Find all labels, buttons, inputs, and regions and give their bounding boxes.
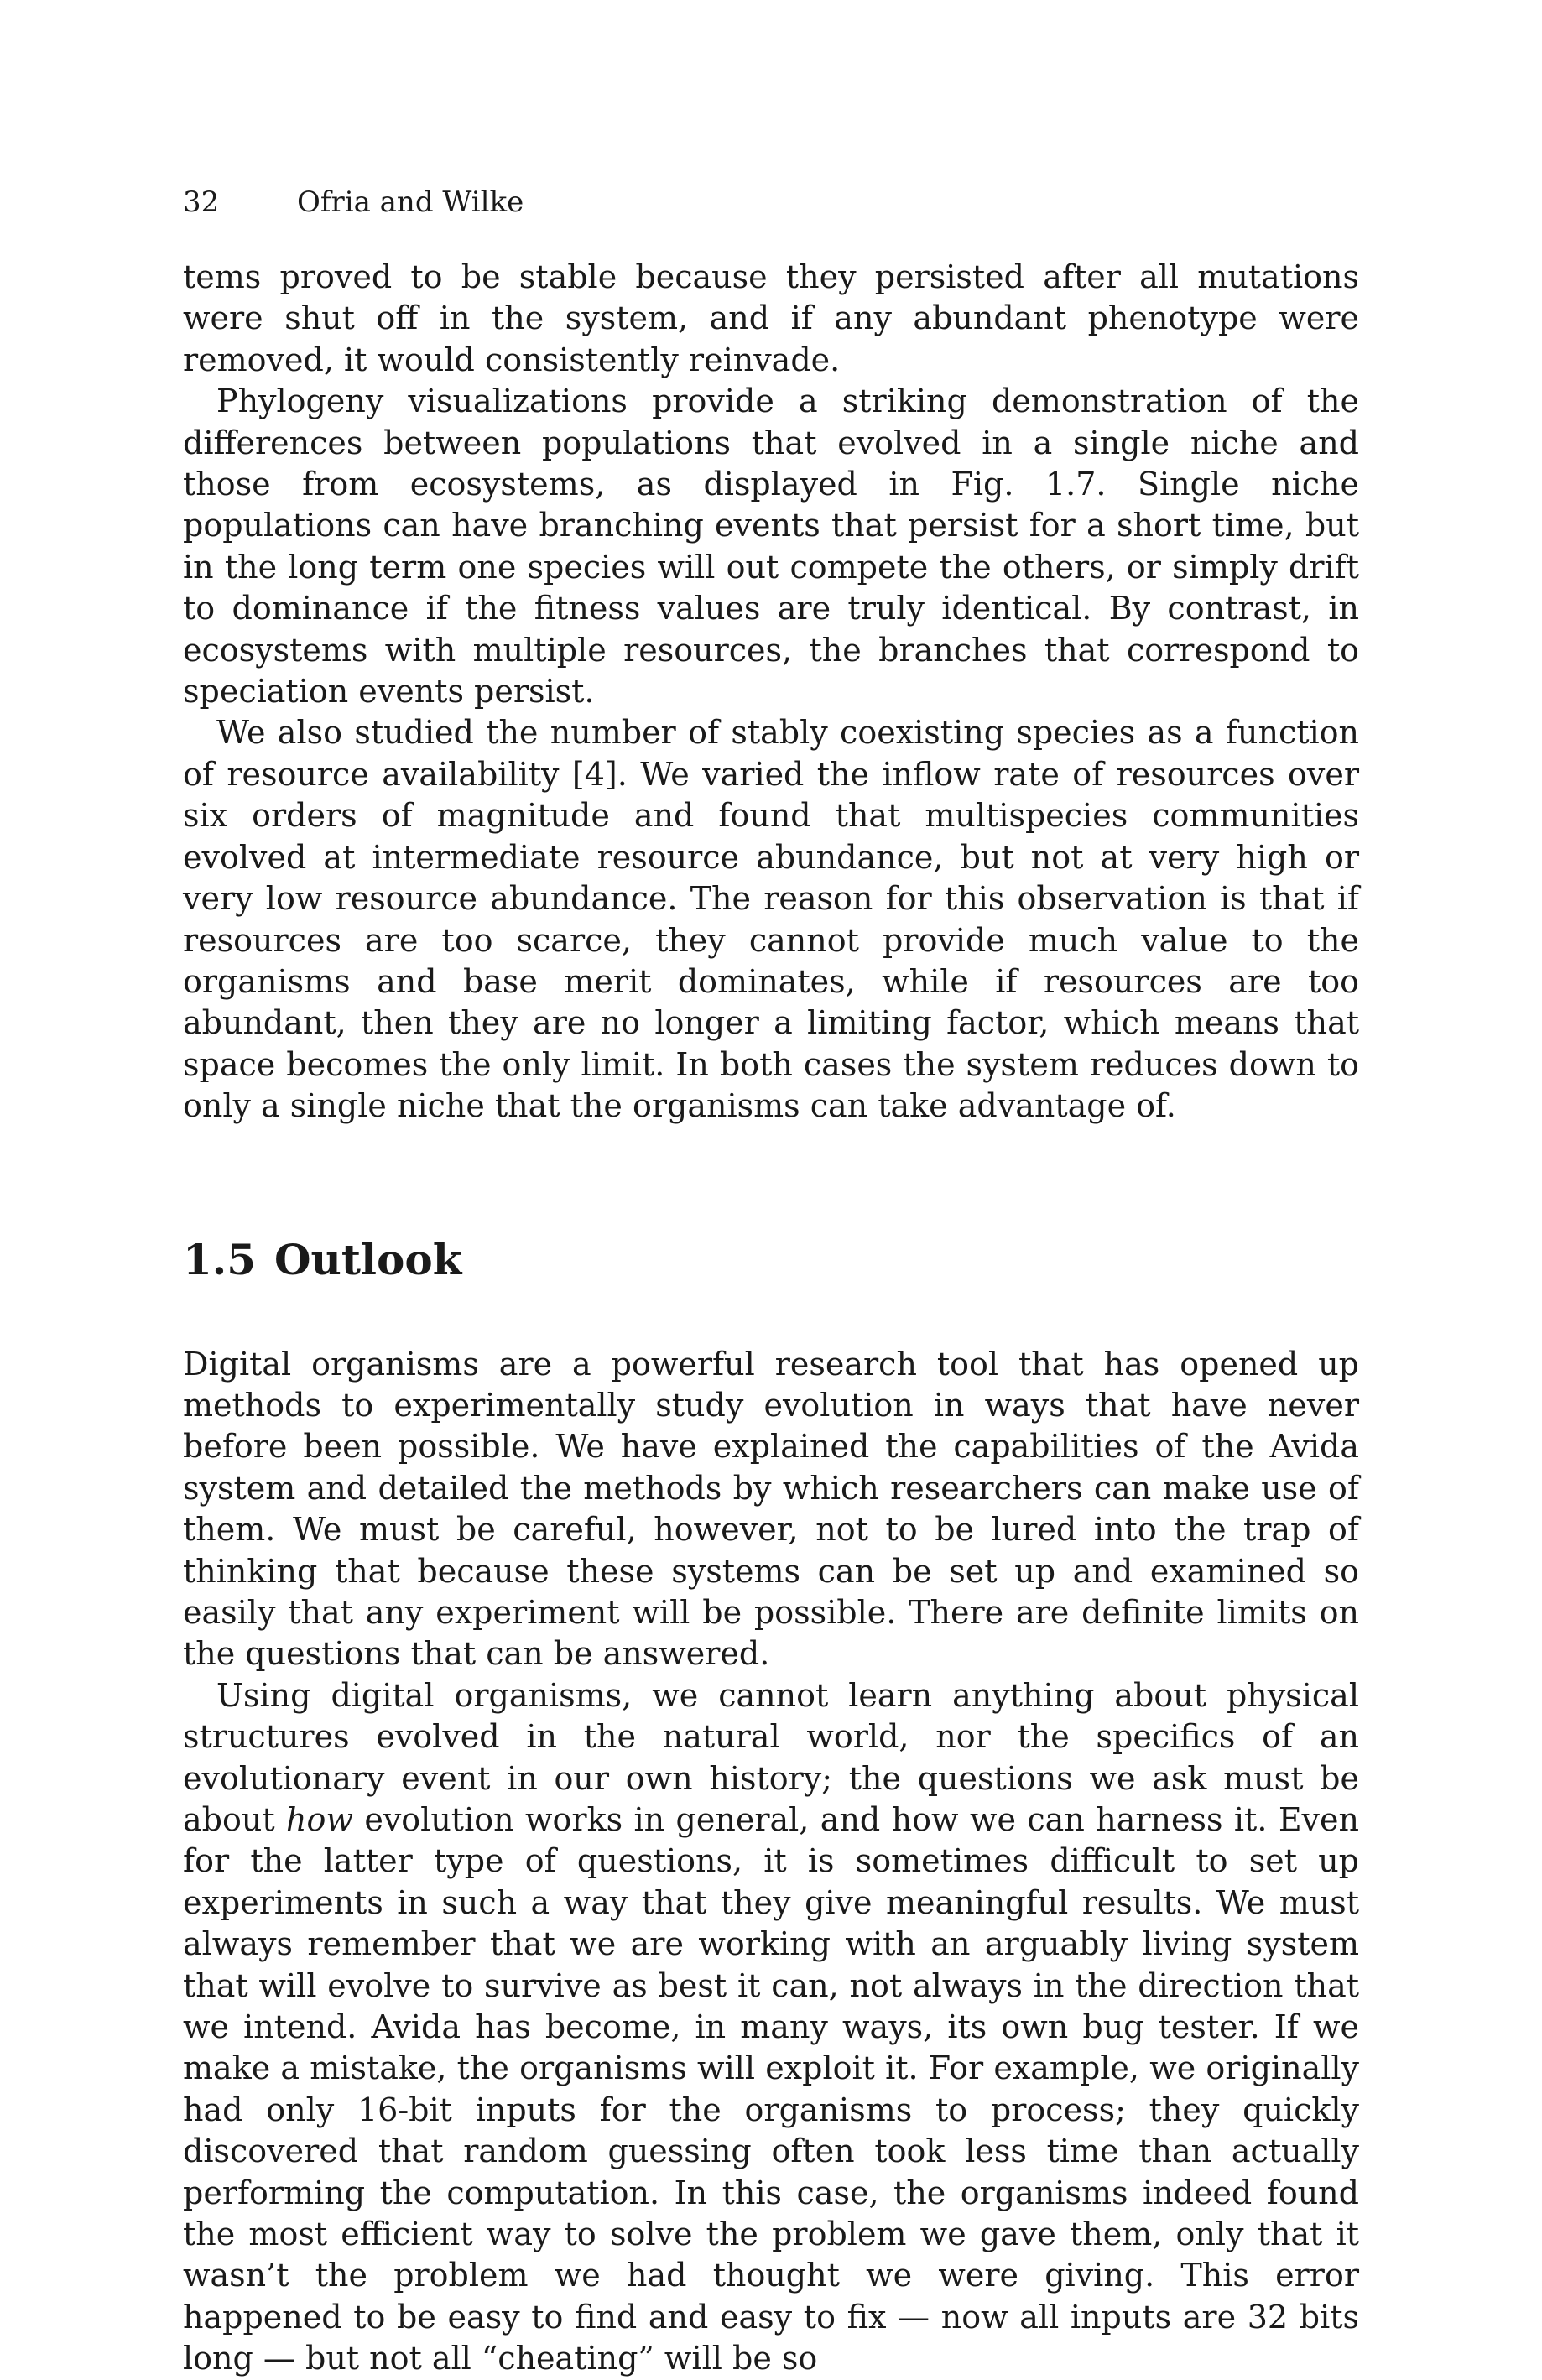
paragraph-outlook-intro: Digital organisms are a powerful research tool that has opened up methods to experimentally study evolution in ways that have never before been possible. We have explained the capabilities of the Avida system and detailed the methods by which researchers can make use of them. We must be careful, however, not to be lured into the trap of thinking that because these systems can be set up and examined so easily that any experiment will be possible. There are definite limits on the questions that can be answered.	[183, 1345, 1359, 1673]
running-title: Ofria and Wilke	[297, 185, 524, 219]
body-text	[183, 257, 1359, 2380]
section-number: 1.5	[183, 1234, 256, 1284]
running-head	[183, 183, 524, 221]
paragraph-phylogeny: Phylogeny visualizations provide a striking demonstration of the differences between populations that evolved in a single niche and those from ecosystems, as displayed in Fig. 1.7. Single niche populations can have branching events that persist for a short time, but in the long term one species will out compete the others, or simply drift to dominance if the fitness values are truly identical. By contrast, in ecosystems with multiple resources, the branches that correspond to speciation events persist.	[183, 383, 1359, 711]
section-title: Outlook	[274, 1234, 462, 1284]
paragraph-text-end: evolution works in general, and how we can harness it. Even for the latter type of questions, it is sometimes difficult to set up experiments in such a way that they give meaningful results. We must always remember that we are working with an arguably living system that will evolve to survive as best it can, not always in the direction that we intend. Avida has become, in many ways, its own bug tester. If we make a mistake, the organisms will exploit it. For example, we originally had only 16-bit inputs for the organisms to process; they quickly discovered that random guessing often took less time than actually performing the computation. In this case, the organisms indeed found the most efficient way to solve the problem we gave them, only that it wasn’t the problem we had thought we were giving. This error happened to be easy to find and easy to fix — now all inputs are 32 bits long — but not all “cheating” will be so	[183, 1801, 1359, 2377]
paragraph-text-start: Using digital organisms, we cannot learn anything about physical structures evolved in the natural world, nor the specifics of an evolutionary event in our own history; the questions we ask must be about	[183, 1676, 1359, 1838]
section-heading	[183, 1235, 1359, 1285]
paragraph-continued: tems proved to be stable because they persisted after all mutations were shut off in the system, and if any abundant phenotype were removed, it would consistently reinvade.	[183, 258, 1359, 378]
emphasis-how: how	[286, 1801, 353, 1838]
page-number: 32	[183, 185, 220, 219]
paragraph-resources: We also studied the number of stably coexisting species as a function of resource availability [4]. We varied the inflow rate of resources over six orders of magnitude and found that multispecies communities evolved at intermediate resource abundance, but not at very high or very low resource abundance. The reason for this observation is that if resources are too scarce, they cannot provide much value to the organisms and base merit dominates, while if resources are too abundant, then they are no longer a limiting factor, which means that space becomes the only limit. In both cases the system reduces down to only a single niche that the organisms can take advantage of.	[183, 714, 1359, 1125]
paragraph-outlook-limits	[183, 1675, 1359, 2380]
